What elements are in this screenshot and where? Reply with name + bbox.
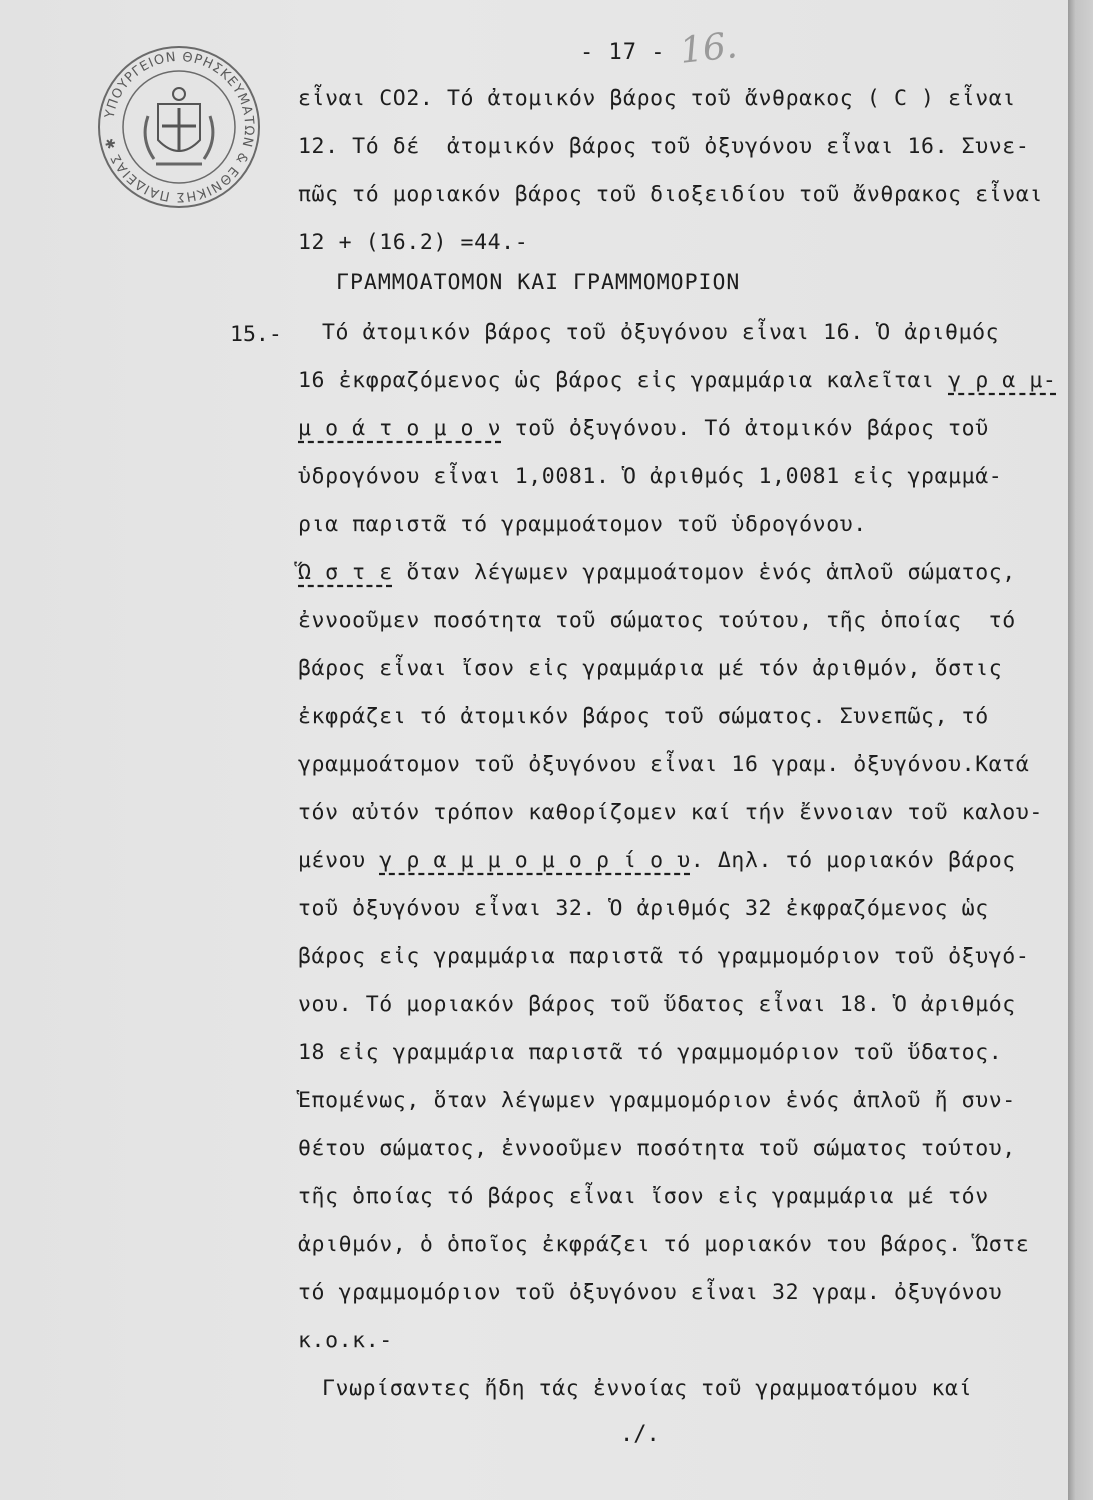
text-line: τό γραμμομόριον τοῦ ὀξυγόνου εἶναι 32 γραμ. ὀξυγόνου bbox=[298, 1280, 1003, 1305]
text-line: 12 + (16.2) =44.- bbox=[298, 230, 529, 255]
underlined-term: μ ο ά τ ο μ ο ν bbox=[298, 416, 502, 441]
text-line: τόν αὐτόν τρόπον καθορίζομεν καί τήν ἔννοιαν τοῦ καλου- bbox=[298, 800, 1043, 825]
text-line: εἶναι CO2. Τό ἀτομικόν βάρος τοῦ ἄνθρακος ( C ) εἶναι bbox=[298, 86, 1016, 111]
text-line: 12. Τό δέ ἀτομικόν βάρος τοῦ ὀξυγόνου εἶναι 16. Συνε- bbox=[298, 134, 1030, 159]
underlined-term: γ ρ α μ- bbox=[948, 368, 1057, 393]
text-line: ρια παριστᾶ τό γραμμοάτομον τοῦ ὑδρογόνου. bbox=[298, 512, 867, 537]
text-line: κ.ο.κ.- bbox=[298, 1328, 393, 1353]
text-line: ἐκφράζει τό ἀτομικόν βάρος τοῦ σώματος. Συνεπῶς, τό bbox=[298, 704, 989, 729]
svg-text:ΥΠΟΥΡΓΕΙΟΝ ΘΡΗΣΚΕΥΜΑΤΩΝ & ΕΘΝΙ: ΥΠΟΥΡΓΕΙΟΝ ΘΡΗΣΚΕΥΜΑΤΩΝ & ΕΘΝΙΚΗΣ ΠΑΙΔΕΙΑΣ ✱ bbox=[102, 49, 257, 205]
section-heading: ΓΡΑΜΜΟΑΤΟΜΟΝ ΚΑΙ ΓΡΑΜΜΟΜΟΡΙΟΝ bbox=[336, 270, 741, 295]
continuation-mark: ./. bbox=[620, 1422, 660, 1447]
ministry-seal-icon bbox=[96, 44, 262, 210]
underlined-term: γ ρ α μ μ ο μ ο ρ ί ο υ bbox=[379, 848, 691, 873]
paragraph-number: 15.- bbox=[230, 322, 282, 347]
text-line: 18 εἰς γραμμάρια παριστᾶ τό γραμμομόριον τοῦ ὕδατος. bbox=[298, 1040, 1003, 1065]
page-edge-shadow bbox=[1068, 0, 1093, 1500]
text-line: πῶς τό μοριακόν βάρος τοῦ διοξειδίου τοῦ ἄνθρακος εἶναι bbox=[298, 182, 1043, 207]
handwritten-page-number: 16. bbox=[678, 25, 740, 72]
text-line: τῆς ὁποίας τό βάρος εἶναι ἴσον εἰς γραμμάρια μέ τόν bbox=[298, 1184, 989, 1209]
text-line: Ἑπομένως, ὅταν λέγωμεν γραμμομόριον ἑνός ἁπλοῦ ἤ συν- bbox=[298, 1088, 1016, 1113]
page-number: - 17 - bbox=[580, 40, 666, 65]
text-line: βάρος εἰς γραμμάρια παριστᾶ τό γραμμομόριον τοῦ ὀξυγό- bbox=[298, 944, 1030, 969]
text-line: μ ο ά τ ο μ ο ν τοῦ ὀξυγόνου. Τό ἀτομικόν βάρος τοῦ bbox=[298, 416, 989, 441]
underlined-term: Ὥ σ τ ε bbox=[298, 560, 393, 585]
text-line: 16 ἐκφραζόμενος ὡς βάρος εἰς γραμμάρια καλεῖται γ ρ α μ- bbox=[298, 368, 1057, 393]
text-line: βάρος εἶναι ἴσον εἰς γραμμάρια μέ τόν ἀριθμόν, ὅστις bbox=[298, 656, 1003, 681]
text-line: γραμμοάτομον τοῦ ὀξυγόνου εἶναι 16 γραμ. ὀξυγόνου.Κατά bbox=[298, 752, 1030, 777]
text-line: ἀριθμόν, ὁ ὁποῖος ἐκφράζει τό μοριακόν του βάρος. Ὥστε bbox=[298, 1232, 1030, 1257]
text-line: Γνωρίσαντες ἤδη τάς ἐννοίας τοῦ γραμμοατόμου καί bbox=[322, 1376, 973, 1401]
text-line: τοῦ ὀξυγόνου εἶναι 32. Ὁ ἀριθμός 32 ἐκφραζόμενος ὡς bbox=[298, 896, 989, 921]
text-line: μένου γ ρ α μ μ ο μ ο ρ ί ο υ. Δηλ. τό μοριακόν βάρος bbox=[298, 848, 1016, 873]
text-line: Τό ἀτομικόν βάρος τοῦ ὀξυγόνου εἶναι 16. Ὁ ἀριθμός bbox=[322, 320, 1000, 345]
text-line: θέτου σώματος, ἐννοοῦμεν ποσότητα τοῦ σώματος τούτου, bbox=[298, 1136, 1016, 1161]
text-line: ὑδρογόνου εἶναι 1,0081. Ὁ ἀριθμός 1,0081 εἰς γραμμά- bbox=[298, 464, 1003, 489]
text-line: Ὥ σ τ ε ὅταν λέγωμεν γραμμοάτομον ἑνός ἁπλοῦ σώματος, bbox=[298, 560, 1016, 585]
text-line: ἐννοοῦμεν ποσότητα τοῦ σώματος τούτου, τῆς ὁποίας τό bbox=[298, 608, 1016, 633]
text-line: νου. Τό μοριακόν βάρος τοῦ ὕδατος εἶναι 18. Ὁ ἀριθμός bbox=[298, 992, 1016, 1017]
